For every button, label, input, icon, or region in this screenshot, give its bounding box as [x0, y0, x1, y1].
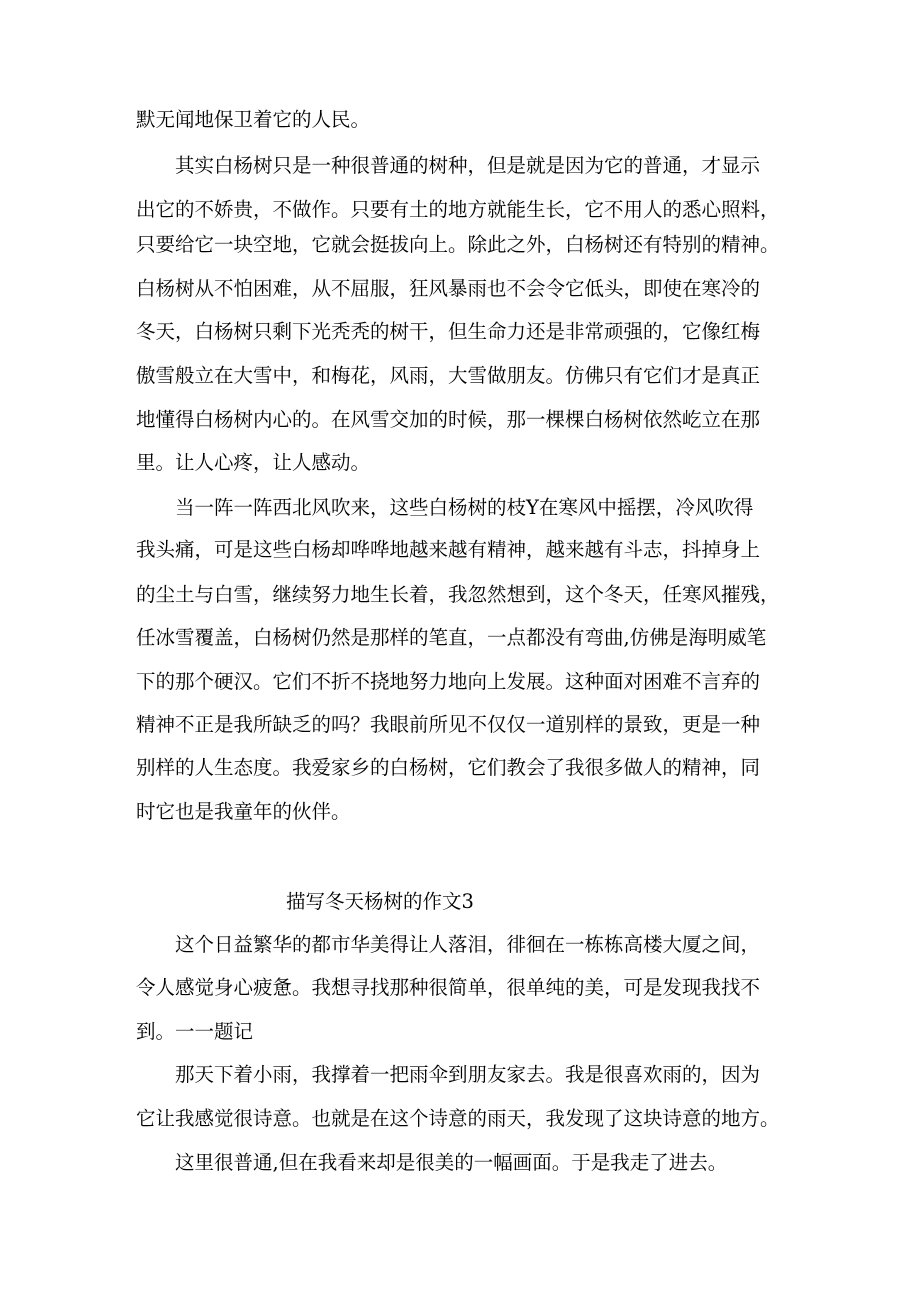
paragraph-line: 到。一一题记 — [136, 1020, 254, 1043]
paragraph-line: 地懂得白杨树内心的。在风雪交加的时候，那一棵棵白杨树依然屹立在那 — [136, 408, 761, 431]
paragraph-line: 精神不正是我所缺乏的吗？我眼前所见不仅仅一道别样的景致，更是一种 — [136, 713, 761, 736]
section-title: 描写冬天杨树的作文3 — [286, 890, 474, 913]
paragraph-line: 冬天，白杨树只剩下光秃秃的树干，但生命力还是非常顽强的，它像红梅 — [136, 320, 761, 343]
paragraph-line: 其实白杨树只是一种很普通的树种，但是就是因为它的普通，才显示 — [175, 154, 761, 177]
paragraph-line: 默无闻地保卫着它的人民。 — [136, 108, 371, 131]
paragraph-line: 傲雪般立在大雪中，和梅花，风雨，大雪做朋友。仿佛只有它们才是真正 — [136, 364, 761, 387]
paragraph-line: 的尘土与白雪，继续努力地生长着，我忽然想到，这个冬天，任寒风摧残， — [136, 583, 780, 606]
paragraph-line: 别样的人生态度。我爱家乡的白杨树，它们教会了我很多做人的精神，同 — [136, 756, 761, 779]
paragraph-line: 任冰雪覆盖，白杨树仍然是那样的笔直，一点都没有弯曲,仿佛是海明威笔 — [136, 626, 767, 649]
paragraph-line: 白杨树从不怕困难，从不屈服，狂风暴雨也不会令它低头，即使在寒冷的 — [136, 277, 761, 300]
paragraph-line: 它让我感觉很诗意。也就是在这个诗意的雨天，我发现了这块诗意的地方。 — [136, 1107, 780, 1130]
paragraph-line: 令人感觉身心疲惫。我想寻找那种很简单，很单纯的美，可是发现我找不 — [136, 976, 761, 999]
paragraph-line: 出它的不娇贵，不做作。只要有土的地方就能生长，它不用人的悉心照料， — [136, 198, 780, 221]
paragraph-line: 我头痛，可是这些白杨却哗哗地越来越有精神，越来越有斗志，抖掉身上 — [136, 538, 761, 561]
paragraph-line: 当一阵一阵西北风吹来，这些白杨树的枝Y在寒风中摇摆，冷风吹得 — [175, 496, 754, 519]
paragraph-line: 这里很普通,但在我看来却是很美的一幅画面。于是我走了进去。 — [175, 1151, 728, 1174]
paragraph-line: 只要给它一块空地，它就会挺拔向上。除此之外，白杨树还有特别的精神。 — [136, 233, 780, 256]
paragraph-line: 时它也是我童年的伙伴。 — [136, 800, 351, 823]
paragraph-line: 下的那个硬汉。它们不折不挠地努力地向上发展。这种面对困难不言弃的 — [136, 670, 761, 693]
paragraph-line: 里。让人心疼，让人感动。 — [136, 451, 371, 474]
paragraph-line: 那天下着小雨，我撑着一把雨伞到朋友家去。我是很喜欢雨的，因为 — [175, 1063, 761, 1086]
paragraph-line: 这个日益繁华的都市华美得让人落泪，徘徊在一栋栋高楼大厦之间， — [175, 933, 761, 956]
